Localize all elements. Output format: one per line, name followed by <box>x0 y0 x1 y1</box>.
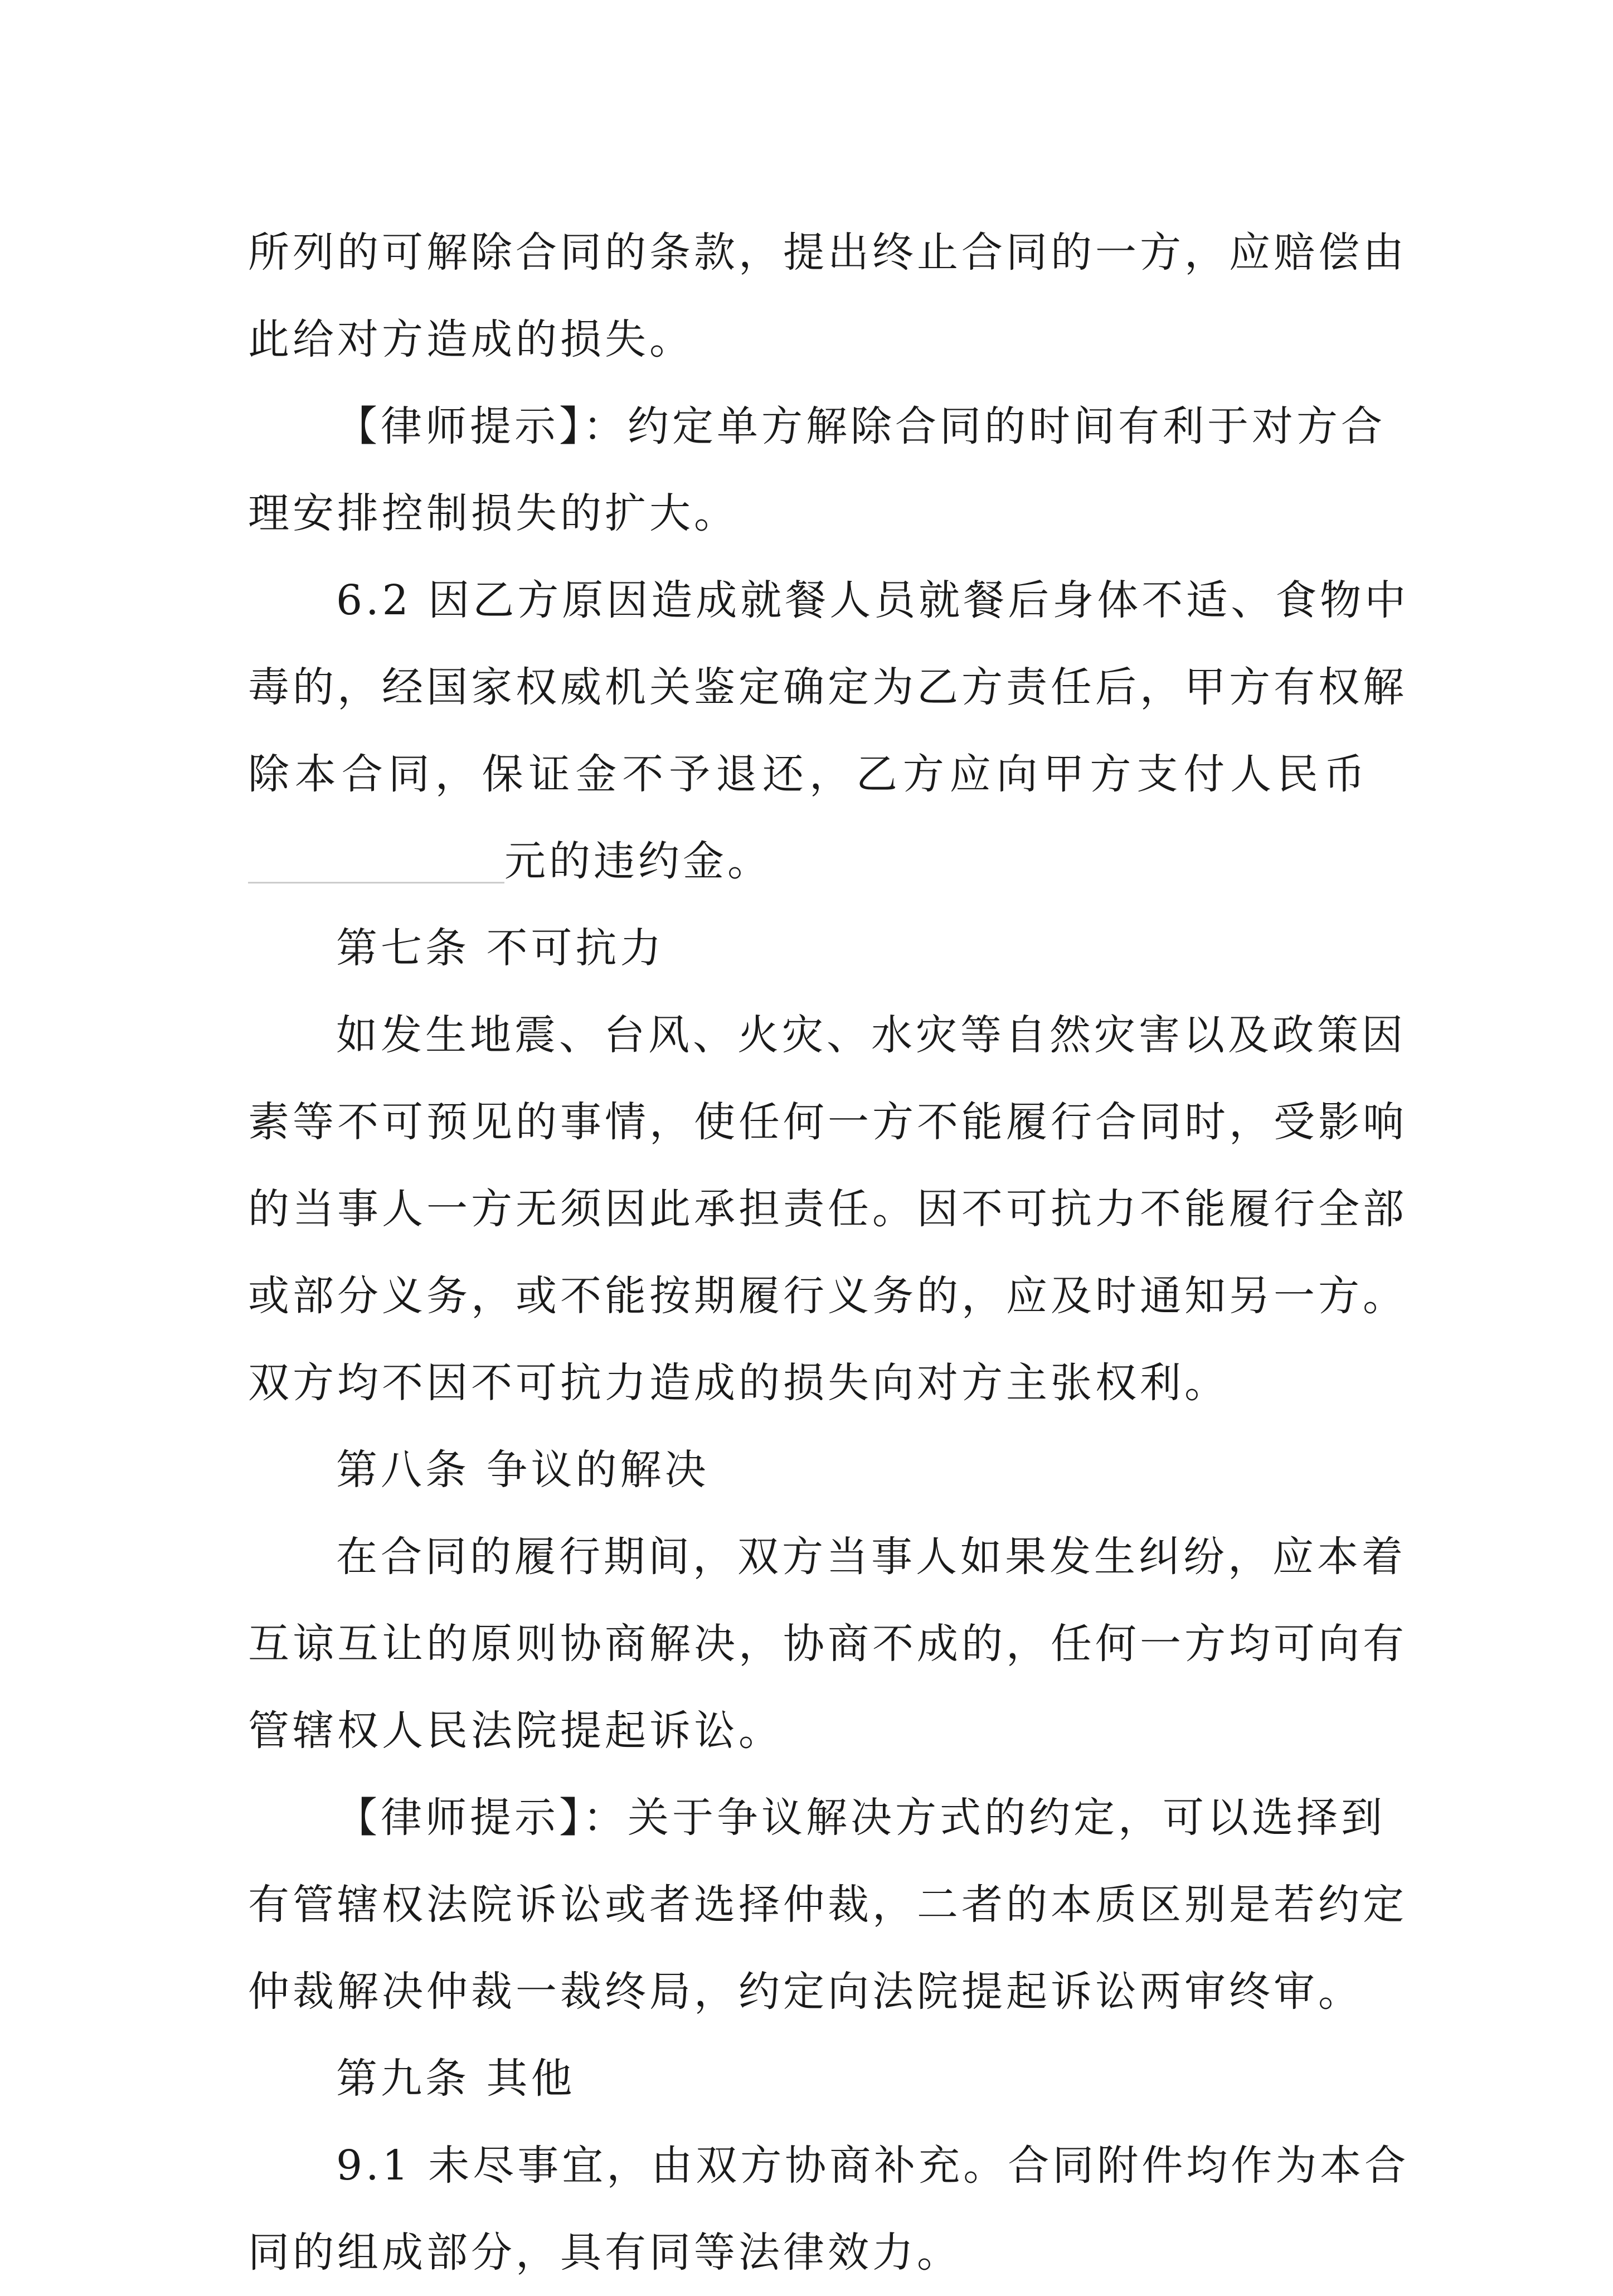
article-heading: 第七条 不可抗力 <box>336 924 665 972</box>
paragraph-line: 素等不可预见的事情，使任何一方不能履行合同时，受影响 <box>248 1098 1407 1146</box>
paragraph-line: 此给对方造成的损失。 <box>248 315 694 363</box>
article-heading: 第八条 争议的解决 <box>336 1446 710 1494</box>
paragraph-line: 互谅互让的原则协商解决，协商不成的，任何一方均可向有 <box>248 1620 1407 1668</box>
paragraph-line: 有管辖权法院诉讼或者选择仲裁，二者的本质区别是若约定 <box>248 1881 1407 1929</box>
paragraph-line: 同的组成部分，具有同等法律效力。 <box>248 2229 961 2276</box>
paragraph-line: 管辖权人民法院提起诉讼。 <box>248 1707 783 1755</box>
clause-line: 6.2 因乙方原因造成就餐人员就餐后身体不适、食物中 <box>336 576 1410 624</box>
paragraph-line: 在合同的履行期间，双方当事人如果发生纠纷，应本着 <box>336 1533 1406 1581</box>
document-body <box>248 209 1410 2296</box>
lawyer-tip-line: 【律师提示】：关于争议解决方式的约定，可以选择到 <box>336 1794 1386 1842</box>
paragraph-line: 除本合同，保证金不予退还，乙方应向甲方支付人民币 <box>248 750 1368 798</box>
paragraph-line: 的当事人一方无须因此承担责任。因不可抗力不能履行全部 <box>248 1185 1407 1233</box>
penalty-text: 元的违约金。 <box>504 837 772 885</box>
paragraph-line: 如发生地震、台风、火灾、水灾等自然灾害以及政策因 <box>336 1011 1406 1059</box>
paragraph-line: 所列的可解除合同的条款，提出终止合同的一方，应赔偿由 <box>248 229 1407 276</box>
article-heading: 第九条 其他 <box>336 2055 576 2103</box>
paragraph-line: 理安排控制损失的扩大。 <box>248 489 739 537</box>
clause-line: 9.1 未尽事宜，由双方协商补充。合同附件均作为本合 <box>336 2142 1410 2190</box>
paragraph-line: 或部分义务，或不能按期履行义务的，应及时通知另一方。 <box>248 1272 1407 1320</box>
amount-blank-field <box>248 826 504 884</box>
penalty-amount-line <box>248 818 1368 905</box>
paragraph-line: 仲裁解决仲裁一裁终局，约定向法院提起诉讼两审终审。 <box>248 1968 1363 2016</box>
paragraph-line: 双方均不因不可抗力造成的损失向对方主张权利。 <box>248 1359 1229 1407</box>
lawyer-tip-line: 【律师提示】：约定单方解除合同的时间有利于对方合 <box>336 402 1386 450</box>
paragraph-line: 毒的，经国家权威机关鉴定确定为乙方责任后，甲方有权解 <box>248 663 1407 711</box>
